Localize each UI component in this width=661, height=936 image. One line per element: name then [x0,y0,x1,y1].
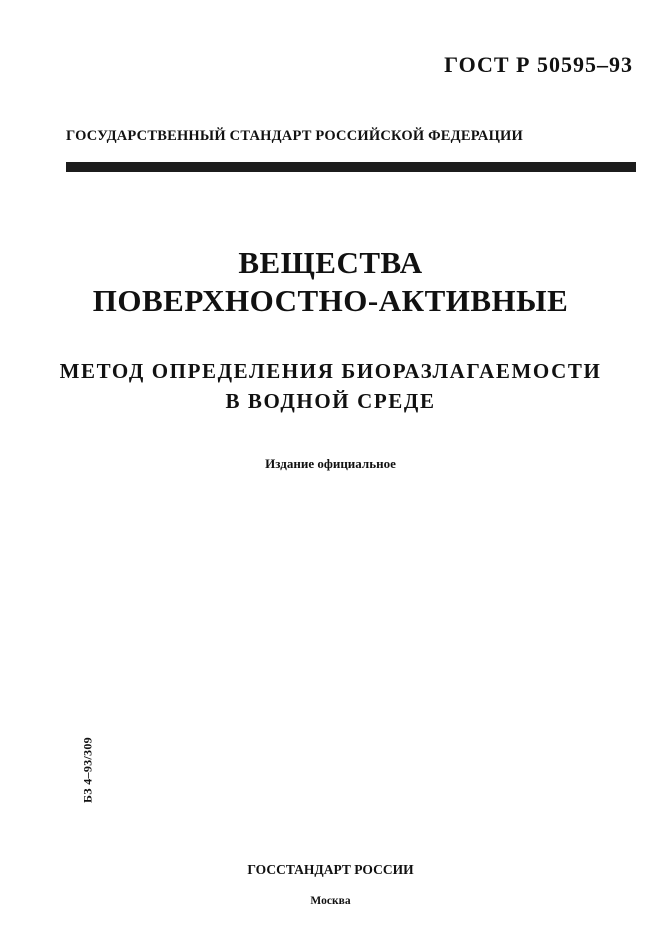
header-divider [66,162,636,172]
side-catalog-code: БЗ 4–93/309 [80,737,95,803]
subtitle-line-1: МЕТОД ОПРЕДЕЛЕНИЯ БИОРАЗЛАГАЕМОСТИ [59,359,602,383]
publisher-name: ГОССТАНДАРТ РОССИИ [247,862,414,877]
title-line-1: ВЕЩЕСТВА [238,245,423,280]
publication-city: Москва [310,895,351,907]
edition-label: Издание официальное [265,456,396,471]
subtitle-line-2: В ВОДНОЙ СРЕДЕ [225,389,436,413]
document-code: ГОСТ Р 50595–93 [444,52,633,77]
document-title [0,244,661,320]
organization-header: ГОСУДАРСТВЕННЫЙ СТАНДАРТ РОССИЙСКОЙ ФЕДЕРАЦИИ [66,128,524,144]
title-line-2: ПОВЕРХНОСТНО-АКТИВНЫЕ [92,283,569,318]
document-subtitle [0,356,661,416]
